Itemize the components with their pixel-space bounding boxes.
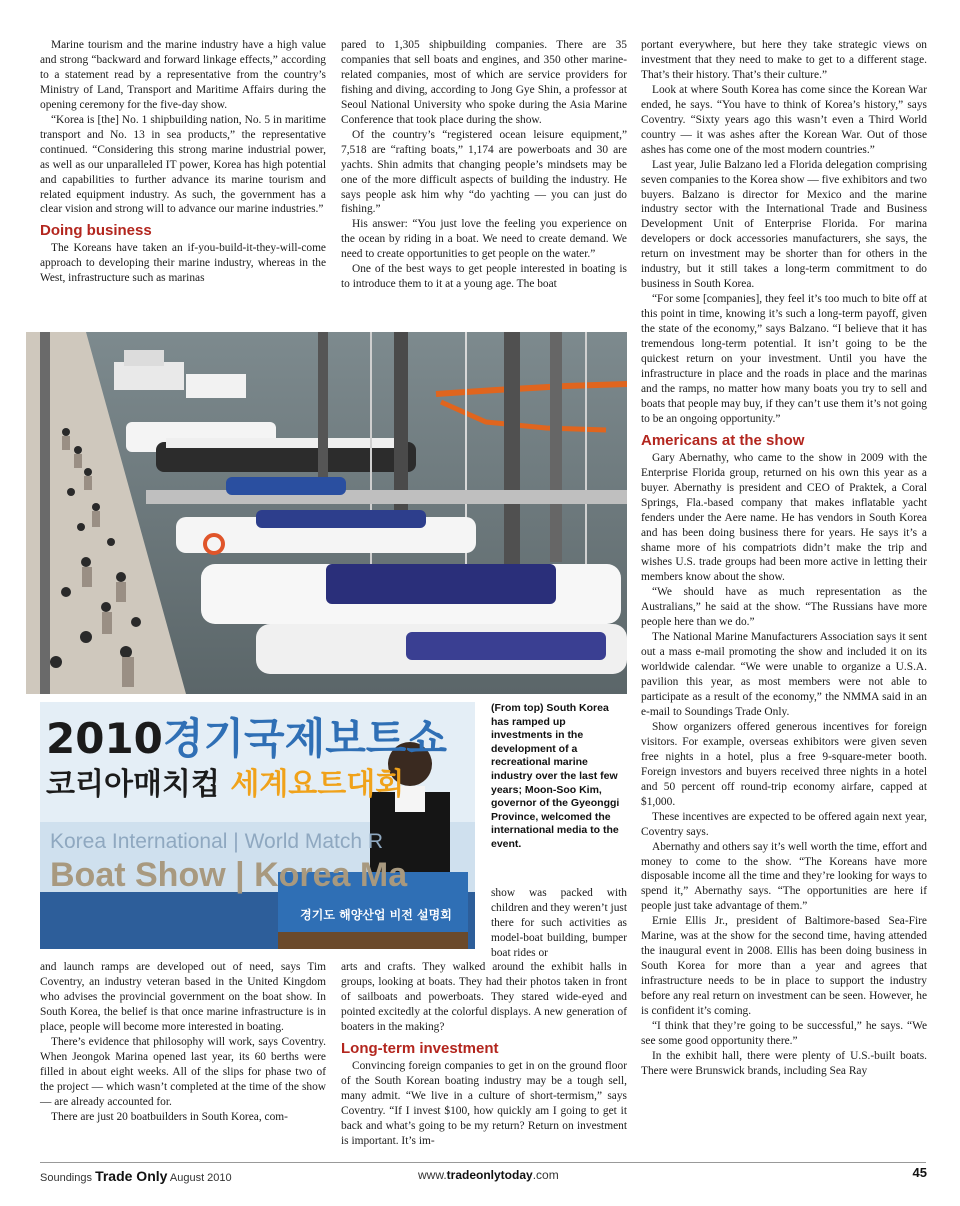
banner-line-2 bbox=[46, 768, 404, 802]
banner-korean-title: 경기국제보트쇼 bbox=[162, 714, 447, 763]
column-1-top bbox=[40, 38, 326, 286]
footer-publication bbox=[40, 1168, 232, 1184]
column-3 bbox=[641, 38, 927, 1079]
paragraph: His answer: “You just love the feeling you experience on the ocean by riding in a boat. We need to create demand. We need to create opportunities to get people on the water.” bbox=[341, 218, 627, 261]
banner-line-3: Korea International | World Match R bbox=[50, 830, 384, 853]
paragraph: These incentives are expected to be offered again next year, Coventry says. bbox=[641, 810, 927, 838]
marina-illustration bbox=[26, 332, 627, 694]
paragraph: The Koreans have taken an if-you-build-it-they-will-come approach to developing their marine industry, whereas in the West, infrastructure such as marinas bbox=[40, 242, 326, 285]
paragraph: Look at where South Korea has come since the Korean War ended, he says. “You have to think of Korea’s history,” says Coventry. “Sixty years ago this wasn’t even a Third World country — it was ashes after the Korean War. Out of those ashes has come one of the most modern countries.” bbox=[641, 83, 927, 156]
section-heading-long-term: Long-term investment bbox=[341, 1039, 499, 1057]
marina-photo bbox=[26, 332, 627, 694]
banner-korea-match: Korea Ma bbox=[254, 856, 408, 894]
column-2-top bbox=[341, 38, 627, 292]
paragraph: Marine tourism and the marine industry have a high value and strong “backward and forward linkage effects,” according to a statement read by a representative from the country’s Ministry of Land, Transport and Maritime Affairs during the opening ceremony for the five-day show. bbox=[40, 39, 326, 111]
paragraph: There’s evidence that philosophy will work, says Coventry. When Jeongok Marina opened last year, its 60 berths were filled in about eight weeks. All of the slips for phase two of the project — which wasn’t completed at the time of the show — are already accounted for. bbox=[40, 1035, 326, 1108]
paragraph: Last year, Julie Balzano led a Florida delegation comprising seven companies to the Korea show — five exhibitors and two buyers. Balzano is director for Mexico and the marine industry sector with the International Trade and Business Development Unit of Enterprise Florida. For marina developers or dock accessories manufacturers, she says, the return on investment may be shorter than for others in the industry, but it still takes a long-term commitment to do business in South Korea. bbox=[641, 158, 927, 291]
podium-sign: 경기도 해양산업 비전 설명회 bbox=[300, 908, 452, 922]
paragraph: show was packed with children and they weren’t just there for such activities as model-boat building, bumper boat rides or bbox=[491, 887, 627, 959]
paragraph: Of the country’s “registered ocean leisure equipment,” 7,518 are “rafting boats,” 1,174 are powerboats and 30 are yachts. Shin admits that changing people’s mindsets may be one of the more difficult aspects of building the industry. He says people ask him why “do yachting — you can just do fishing.” bbox=[341, 128, 627, 216]
photo-caption: (From top) South Korea has ramped up investments in the development of a recreational marine industry over the last few years; Moon-Soo Kim, governor of the Gyeonggi Province, welcomed the international media to the event. bbox=[491, 702, 620, 850]
banner-english-b: World Match R bbox=[244, 830, 384, 853]
banner-year: 2010 bbox=[46, 714, 163, 763]
paragraph: arts and crafts. They walked around the exhibit halls in groups, looking at boats. They had their photos taken in front of sailboats and powerboats. They stared wide-eyed and pointed excitedly at the colorful displays. A new generation of boaters in the making? bbox=[341, 961, 627, 1033]
footer-trade-only: Trade Only bbox=[95, 1168, 168, 1184]
footer-rule bbox=[40, 1162, 926, 1163]
banner-line-4: Boat Show | Korea Ma bbox=[50, 856, 408, 894]
banner-english-a: Korea International bbox=[50, 830, 228, 853]
footer-url-prefix: www. bbox=[418, 1168, 447, 1182]
column-2-bottom bbox=[341, 960, 627, 1148]
column-1-bottom bbox=[40, 960, 326, 1124]
footer-soundings: Soundings bbox=[40, 1172, 92, 1184]
paragraph: Abernathy and others say it’s well worth the time, effort and money to come to the show. “The Koreans have more disposable income all the time and they’re looking for ways to spend it,” Abernathy says. “The opportunities are here if people just take advantage of them.” bbox=[641, 840, 927, 913]
paragraph: Ernie Ellis Jr., president of Baltimore-based Sea-Fire Marine, was at the show for the second time, having attended the inaugural event in 2008. Ellis has been doing business in South Korea for more than a year and agrees that infrastructure needs to be in place to support the industry before any real return on investment can be seen. However, he is confident it’s coming. bbox=[641, 915, 927, 1018]
paragraph: Show organizers offered generous incentives for foreign visitors. For example, overseas exhibitors were given seven free nights in a hotel, plus a free 9-square-meter booth. Foreign investors and buyers received three nights in a hotel and 50 percent off round-trip economy airfare, capped at $1,000. bbox=[641, 720, 927, 808]
page-number: 45 bbox=[912, 1165, 927, 1180]
paragraph: “We should have as much representation as the Australians,” he said at the show. “The Russians have more people here than we do.” bbox=[641, 586, 927, 629]
paragraph: portant everywhere, but here they take strategic views on investment that they need to make to get to a different stage. That’s their history. That’s their culture.” bbox=[641, 39, 927, 81]
footer-url-domain: tradeonlytoday bbox=[446, 1168, 533, 1182]
column-2-middle bbox=[491, 886, 627, 961]
footer-url-suffix: .com bbox=[532, 1168, 559, 1182]
paragraph: Convincing foreign companies to get in on the ground floor of the South Korean boating industry may be a tough sell, many admit. “We live in a culture of short-termism,” says Coventry. “If I invest $100, how quickly am I going to get it back and what’s going to be my return? Return on investment is important. It’s im- bbox=[341, 1059, 627, 1147]
paragraph: pared to 1,305 shipbuilding companies. There are 35 companies that sell boats and engines, and 350 other marine-related companies, most of which are service providers for fishing and diving, according to Jong Gye Shin, a professor at Seoul National University who spoke during the Asia Marine Conference that took place during the show. bbox=[341, 39, 627, 126]
section-heading-americans: Americans at the show bbox=[641, 431, 805, 449]
banner-line-1 bbox=[46, 716, 447, 762]
boat-show-banner-photo bbox=[40, 702, 475, 949]
paragraph: One of the best ways to get people interested in boating is to introduce them to it at a young age. The boat bbox=[341, 263, 627, 291]
paragraph: “For some [companies], they feel it’s too much to bite off at this point in time, knowing it’s such a long-term payoff, given the state of the economy,” says Balzano. “I believe that it has tremendous long-term potential. It isn’t going to be the quickest return on your investment. Until you have the infrastructure in place and the roads in place and the marinas and the ramps, no matter how many boats you try to sell and boats that people may buy, if they can’t use them it’s not going to be an ongoing opportunity.” bbox=[641, 293, 927, 425]
paragraph: In the exhibit hall, there were plenty of U.S.-built boats. There were Brunswick brands, including Sea Ray bbox=[641, 1049, 927, 1077]
banner-korean-cup: 코리아매치컵 bbox=[46, 767, 220, 802]
paragraph: The National Marine Manufacturers Association says it sent out a mass e-mail promoting the show and included it on its worldwide calendar. “We were unable to organize a U.S.A. pavilion this year, as most members were not able to participate as a result of the economy,” the NMMA said in an e-mail to Soundings Trade Only. bbox=[641, 631, 927, 718]
paragraph: “Korea is [the] No. 1 shipbuilding nation, No. 5 in maritime transport and No. 13 in sea products,” the representative continued. “Considering this strong marine industrial power, as well as our unparalleled IT power, Korea has high potential and capabilities to further advance its marine tourism and related equipment industry. As such, the government has a clear vision and strong will to advance our marine industries.” bbox=[40, 113, 326, 216]
paragraph: Gary Abernathy, who came to the show in 2009 with the Enterprise Florida group, returned on his own this year as a buyer. Abernathy is president and CEO of Praktek, a Coral Springs, Fla.-based company that makes inflatable yacht fenders under the Aere name. He has vendors in South Korea and has been doing business there for years. He says it’s a shame more of his compatriots didn’t make the trip and wishes U.S. trade groups had been more active in letting their members know about the show. bbox=[641, 451, 927, 584]
footer-issue-date: August 2010 bbox=[169, 1172, 232, 1184]
footer-url[interactable] bbox=[418, 1168, 559, 1182]
banner-korean-yacht: 세계요트대회 bbox=[230, 767, 405, 802]
banner-boat-show: Boat Show bbox=[50, 856, 226, 894]
paragraph: There are just 20 boatbuilders in South Korea, com- bbox=[51, 1110, 288, 1123]
paragraph: and launch ramps are developed out of need, says Tim Coventry, an industry veteran based in the United Kingdom who advises the provincial government on the boat show. In South Korea, the belief is that once marine infrastructure is in place, people will become more interested in boating. bbox=[40, 961, 326, 1033]
paragraph: “I think that they’re going to be successful,” he says. “We see some good opportunity there.” bbox=[641, 1020, 927, 1047]
section-heading-doing-business: Doing business bbox=[40, 222, 152, 240]
